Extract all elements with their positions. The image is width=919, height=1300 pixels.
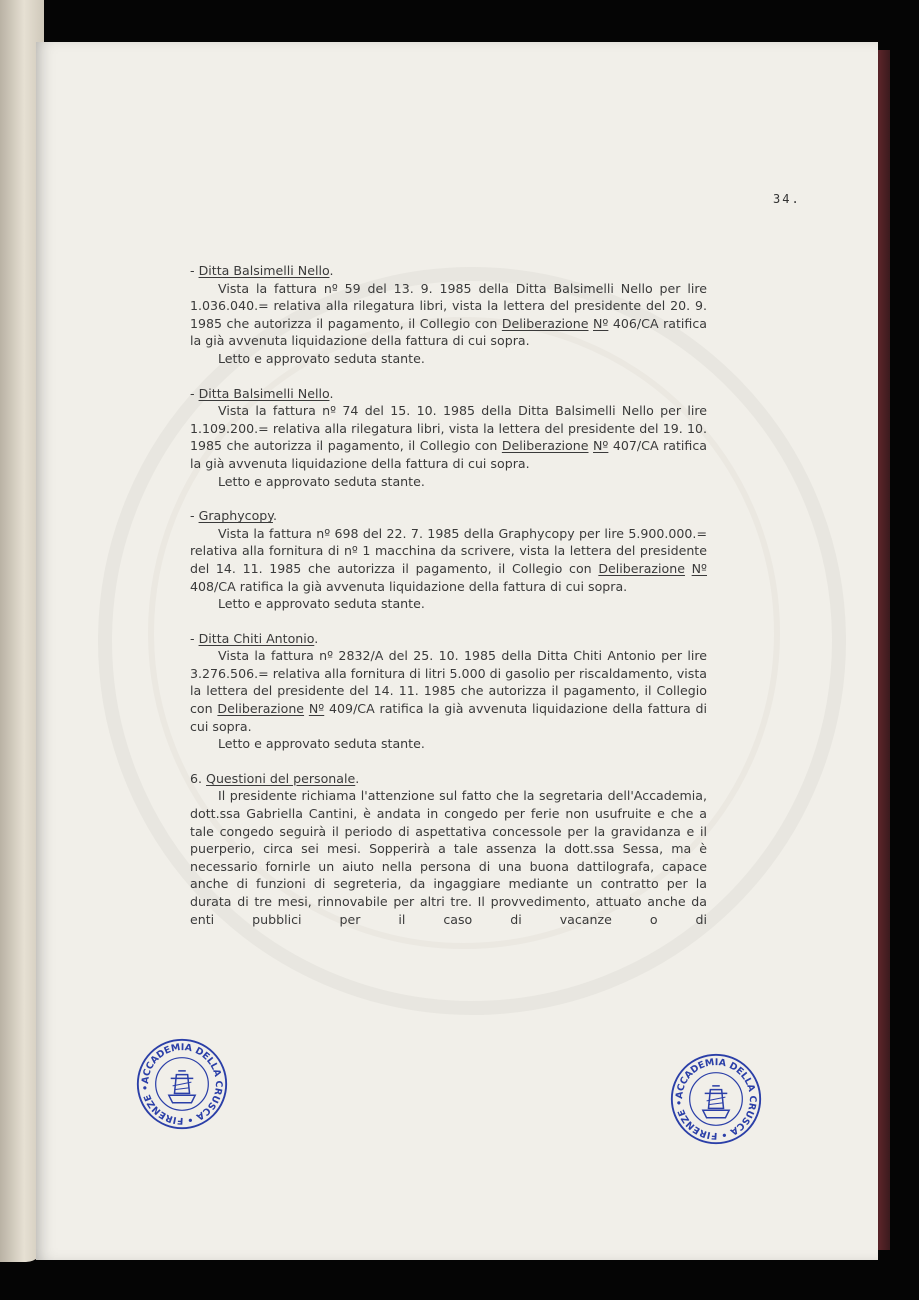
deliberazione-label: Deliberazione <box>598 560 685 576</box>
heading-suffix: . <box>272 508 277 524</box>
numero-label: Nº <box>308 701 325 717</box>
paragraph-text: 407/CA ratifica la già avvenuta liquidazione della fattura di cui sopra. <box>190 438 707 471</box>
section-paragraph: Il presidente richiama l'attenzione sul fatto che la segretaria dell'Accademia, dott.ssa Gabriella Cantini, è andata in congedo per ferie non usufruite e che a tale congedo seguirà il periodo di aspettativa concessole per la gravidanza e il puerperio, circa sei mesi. Sopperirà a tale assenza la dott.ssa Sessa, ma è necessario fornirle un aiuto nella persona di una buona dattilografa, capace anche di funzioni di segreteria, da ingaggiare mediante un contratto per la durata di tre mesi, rinnovabile per altri tre. Il provvedimento, attuato anche da enti pubblici per il caso di vacanze o di <box>190 788 707 927</box>
heading-prefix: - <box>190 263 199 278</box>
entry-heading <box>190 262 707 280</box>
section-personale <box>190 770 707 928</box>
entry-paragraph <box>190 647 707 735</box>
stamp-seal-icon <box>669 1052 763 1146</box>
paragraph-text: Vista la fattura nº 74 del 15. 10. 1985 della Ditta Balsimelli Nello per lire 1.109.200.= relativa alla rilegatura libri, vista la lettera del presidente del 19. 10. 1985 che autorizza il pagamento, il Collegio con <box>190 403 707 454</box>
paragraph-text: Vista la fattura nº 2832/A del 25. 10. 1985 della Ditta Chiti Antonio per lire 3.276.506.= relativa alla fornitura di litri 5.000 di gasolio per riscaldamento, vista la lettera del presidente del 14. 11. 1985 che autorizza il pagamento, il Collegio con <box>190 648 707 717</box>
paragraph-text: 408/CA ratifica la già avvenuta liquidazione della fattura di cui sopra. <box>190 578 628 594</box>
heading-prefix: - <box>190 508 199 524</box>
section-title: Questioni del personale <box>206 770 356 786</box>
entry <box>190 507 707 613</box>
deliberazione-label: Deliberazione <box>501 438 589 454</box>
approval-line: Letto e approvato seduta stante. <box>218 473 425 489</box>
entry <box>190 262 707 368</box>
svg-text:ACCADEMIA DELLA CRUSCA • FIREN: ACCADEMIA DELLA CRUSCA • FIRENZE • <box>140 1041 224 1126</box>
entry-paragraph <box>190 402 707 472</box>
approval-line: Letto e approvato seduta stante. <box>218 596 425 612</box>
numero-label: Nº <box>691 560 707 576</box>
heading-prefix: - <box>190 630 199 646</box>
heading-suffix: . <box>314 630 319 646</box>
spacer-text <box>685 561 692 576</box>
deliberazione-label: Deliberazione <box>217 701 305 717</box>
entry-heading <box>190 507 707 525</box>
entry <box>190 630 707 753</box>
entry-paragraph <box>190 525 707 595</box>
svg-text:ACCADEMIA DELLA CRUSCA • FIREN: ACCADEMIA DELLA CRUSCA • FIRENZE • <box>674 1056 758 1141</box>
document-body <box>190 262 707 945</box>
entry <box>190 385 707 491</box>
entry-title: Graphycopy <box>198 508 273 524</box>
deliberazione-label: Deliberazione <box>501 315 589 331</box>
paragraph-text: Vista la fattura nº 698 del 22. 7. 1985 della Graphycopy per lire 5.900.000.= relativa alla fornitura di nº 1 macchina da scrivere, vista la lettera del presidente del 14. 11. 1985 che autorizza il pagamento, il Collegio con <box>190 525 707 576</box>
section-number: 6. <box>190 770 207 786</box>
entry-paragraph <box>190 280 707 350</box>
entry-title: Ditta Balsimelli Nello <box>198 385 330 401</box>
heading-suffix: . <box>329 263 334 278</box>
entry-heading <box>190 630 707 648</box>
heading-prefix: - <box>190 385 199 401</box>
stamp-seal-icon <box>135 1037 229 1131</box>
approval-line: Letto e approvato seduta stante. <box>218 350 425 366</box>
heading-suffix: . <box>329 385 334 401</box>
numero-label: Nº <box>593 315 609 331</box>
accademia-stamp-right <box>669 1052 763 1146</box>
heading-suffix: . <box>355 770 360 786</box>
paragraph-text: 406/CA ratifica la già avvenuta liquidazione della fattura di cui sopra. <box>190 315 707 349</box>
entry-title: Ditta Chiti Antonio <box>198 630 315 646</box>
section-heading <box>190 770 707 788</box>
approval-line: Letto e approvato seduta stante. <box>218 736 425 752</box>
numero-label: Nº <box>593 438 609 454</box>
entry-title: Ditta Balsimelli Nello <box>198 263 330 278</box>
page-number: 34. <box>773 192 801 206</box>
paragraph-text: Vista la fattura nº 59 del 13. 9. 1985 della Ditta Balsimelli Nello per lire 1.036.040.= relativa alla rilegatura libri, vista la lettera del presidente del 20. 9. 1985 che autorizza il pagamento, il Collegio con <box>190 280 707 331</box>
paragraph-text: 409/CA ratifica la già avvenuta liquidazione della fattura di cui sopra. <box>190 701 708 734</box>
entry-heading <box>190 385 707 403</box>
accademia-stamp-left <box>135 1037 229 1131</box>
